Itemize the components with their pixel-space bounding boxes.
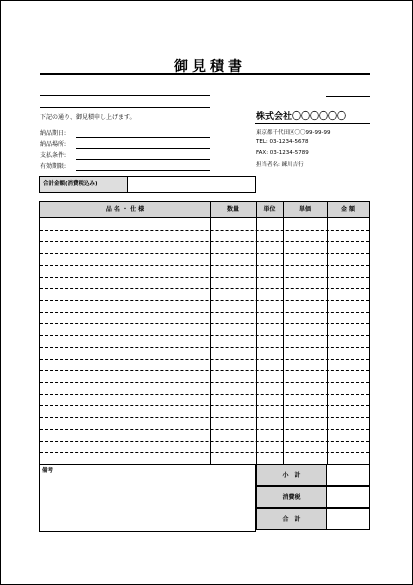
table-row-divider xyxy=(40,253,369,254)
recipient-line-1[interactable] xyxy=(40,95,210,96)
company-contact: 担当者名: 練川吉行 xyxy=(256,162,304,168)
header-unit: 単位 xyxy=(256,202,283,218)
notes-box[interactable] xyxy=(39,464,256,532)
table-row-divider xyxy=(40,347,369,348)
valid-until-field[interactable] xyxy=(76,170,210,171)
table-row-divider xyxy=(40,382,369,383)
table-row-divider xyxy=(40,370,369,371)
table-row-divider xyxy=(40,441,369,442)
table-row-divider xyxy=(40,288,369,289)
tax-label: 消費税 xyxy=(256,486,327,508)
header-quantity: 数量 xyxy=(210,202,256,218)
table-row-divider xyxy=(40,335,369,336)
table-row-divider xyxy=(40,323,369,324)
company-name: 株式会社〇〇〇〇〇〇 xyxy=(256,112,347,122)
header-amount: 金 額 xyxy=(327,202,369,218)
table-row-divider xyxy=(40,452,369,453)
header-item-name: 品 名 ・ 仕 様 xyxy=(40,202,210,218)
company-address: 東京都千代田区〇〇99-99-99 xyxy=(256,130,331,136)
table-row-divider xyxy=(40,417,369,418)
table-row-divider xyxy=(40,300,369,301)
valid-until-label: 有効期限: xyxy=(40,163,67,170)
company-tel: TEL: 03-1234-5678 xyxy=(256,139,309,145)
delivery-date-field[interactable] xyxy=(76,137,210,138)
subtotal-value[interactable] xyxy=(326,464,370,486)
payment-terms-field[interactable] xyxy=(76,159,210,160)
total-amount-box[interactable] xyxy=(39,176,256,193)
recipient-line-2[interactable] xyxy=(40,107,210,108)
grand-total-label: 合 計 xyxy=(256,508,327,530)
subtotal-label: 小 計 xyxy=(256,464,327,486)
table-row-divider xyxy=(40,265,369,266)
payment-terms-label: 支払条件: xyxy=(40,152,67,159)
tax-value[interactable] xyxy=(326,486,370,508)
delivery-place-field[interactable] xyxy=(76,148,210,149)
total-amount-label: 合計金額(消費税込み) xyxy=(40,177,128,192)
document-title: 御見積書 xyxy=(174,59,246,75)
delivery-date-label: 納品期日: xyxy=(40,130,67,137)
table-row-divider xyxy=(40,359,369,360)
table-row-divider xyxy=(40,230,369,231)
table-row-divider xyxy=(40,394,369,395)
greeting-text: 下記の通り、御見積申し上げます。 xyxy=(40,114,136,121)
date-line[interactable] xyxy=(326,96,370,97)
table-row-divider xyxy=(40,277,369,278)
table-row-divider xyxy=(40,241,369,242)
notes-label: 備考 xyxy=(42,468,54,474)
company-fax: FAX: 03-1234-5789 xyxy=(256,150,309,156)
table-row-divider xyxy=(40,429,369,430)
table-row-divider xyxy=(40,405,369,406)
title-underline xyxy=(40,73,370,75)
grand-total-value[interactable] xyxy=(326,508,370,530)
table-row-divider xyxy=(40,312,369,313)
delivery-place-label: 納品場所: xyxy=(40,141,67,148)
items-table xyxy=(39,201,370,465)
header-unit-price: 単価 xyxy=(283,202,327,218)
company-underline xyxy=(255,123,370,124)
